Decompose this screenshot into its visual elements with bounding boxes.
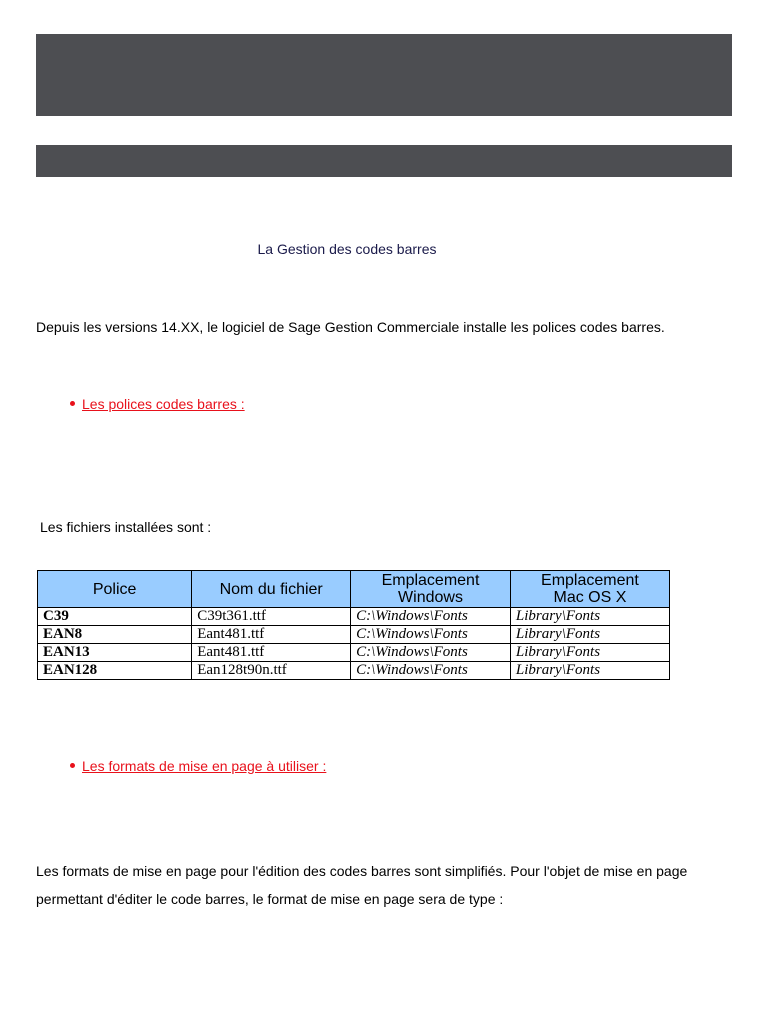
formats-paragraph: Les formats de mise en page pour l'édition des codes barres sont simplifiés. Pour l'objet de mise en page permettant d'éditer le code barres, le format de mise en page sera de type : [36, 863, 688, 907]
header-emplacement-windows: Emplacement Windows [351, 571, 511, 608]
header-emplacement-mac: Emplacement Mac OS X [510, 571, 669, 608]
cell-fichier: C39t361.ttf [192, 608, 351, 626]
cell-police: EAN128 [38, 662, 192, 680]
cell-mac: Library\Fonts [510, 662, 669, 680]
table-row [38, 644, 670, 662]
bullet-formats-link[interactable]: Les formats de mise en page à utiliser : [82, 758, 327, 774]
cell-fichier: Eant481.ttf [192, 626, 351, 644]
fonts-table [37, 570, 670, 680]
cell-fichier: Ean128t90n.ttf [192, 662, 351, 680]
bullet-dot-icon [70, 401, 75, 406]
cell-fichier: Eant481.ttf [192, 644, 351, 662]
cell-police: EAN13 [38, 644, 192, 662]
bullet-polices-link[interactable]: Les polices codes barres : [82, 396, 245, 412]
table-row [38, 626, 670, 644]
cell-windows: C:\Windows\Fonts [351, 626, 511, 644]
header-bar [36, 34, 732, 116]
bullet-dot-icon [70, 763, 75, 768]
table-row [38, 662, 670, 680]
cell-police: EAN8 [38, 626, 192, 644]
cell-windows: C:\Windows\Fonts [351, 662, 511, 680]
intro-paragraph: Depuis les versions 14.XX, le logiciel de Sage Gestion Commerciale installe les polices codes barres. [36, 319, 665, 335]
cell-police: C39 [38, 608, 192, 626]
files-intro: Les fichiers installées sont : [40, 519, 212, 535]
cell-mac: Library\Fonts [510, 626, 669, 644]
bullet-polices[interactable] [70, 396, 245, 412]
cell-windows: C:\Windows\Fonts [351, 644, 511, 662]
cell-mac: Library\Fonts [510, 644, 669, 662]
header-police: Police [38, 571, 192, 608]
table-header-row [38, 571, 670, 608]
subheader-bar [36, 145, 732, 177]
header-nom-fichier: Nom du fichier [192, 571, 351, 608]
table-row [38, 608, 670, 626]
document-title: La Gestion des codes barres [257, 241, 437, 257]
bullet-formats[interactable] [70, 758, 326, 774]
cell-mac: Library\Fonts [510, 608, 669, 626]
cell-windows: C:\Windows\Fonts [351, 608, 511, 626]
